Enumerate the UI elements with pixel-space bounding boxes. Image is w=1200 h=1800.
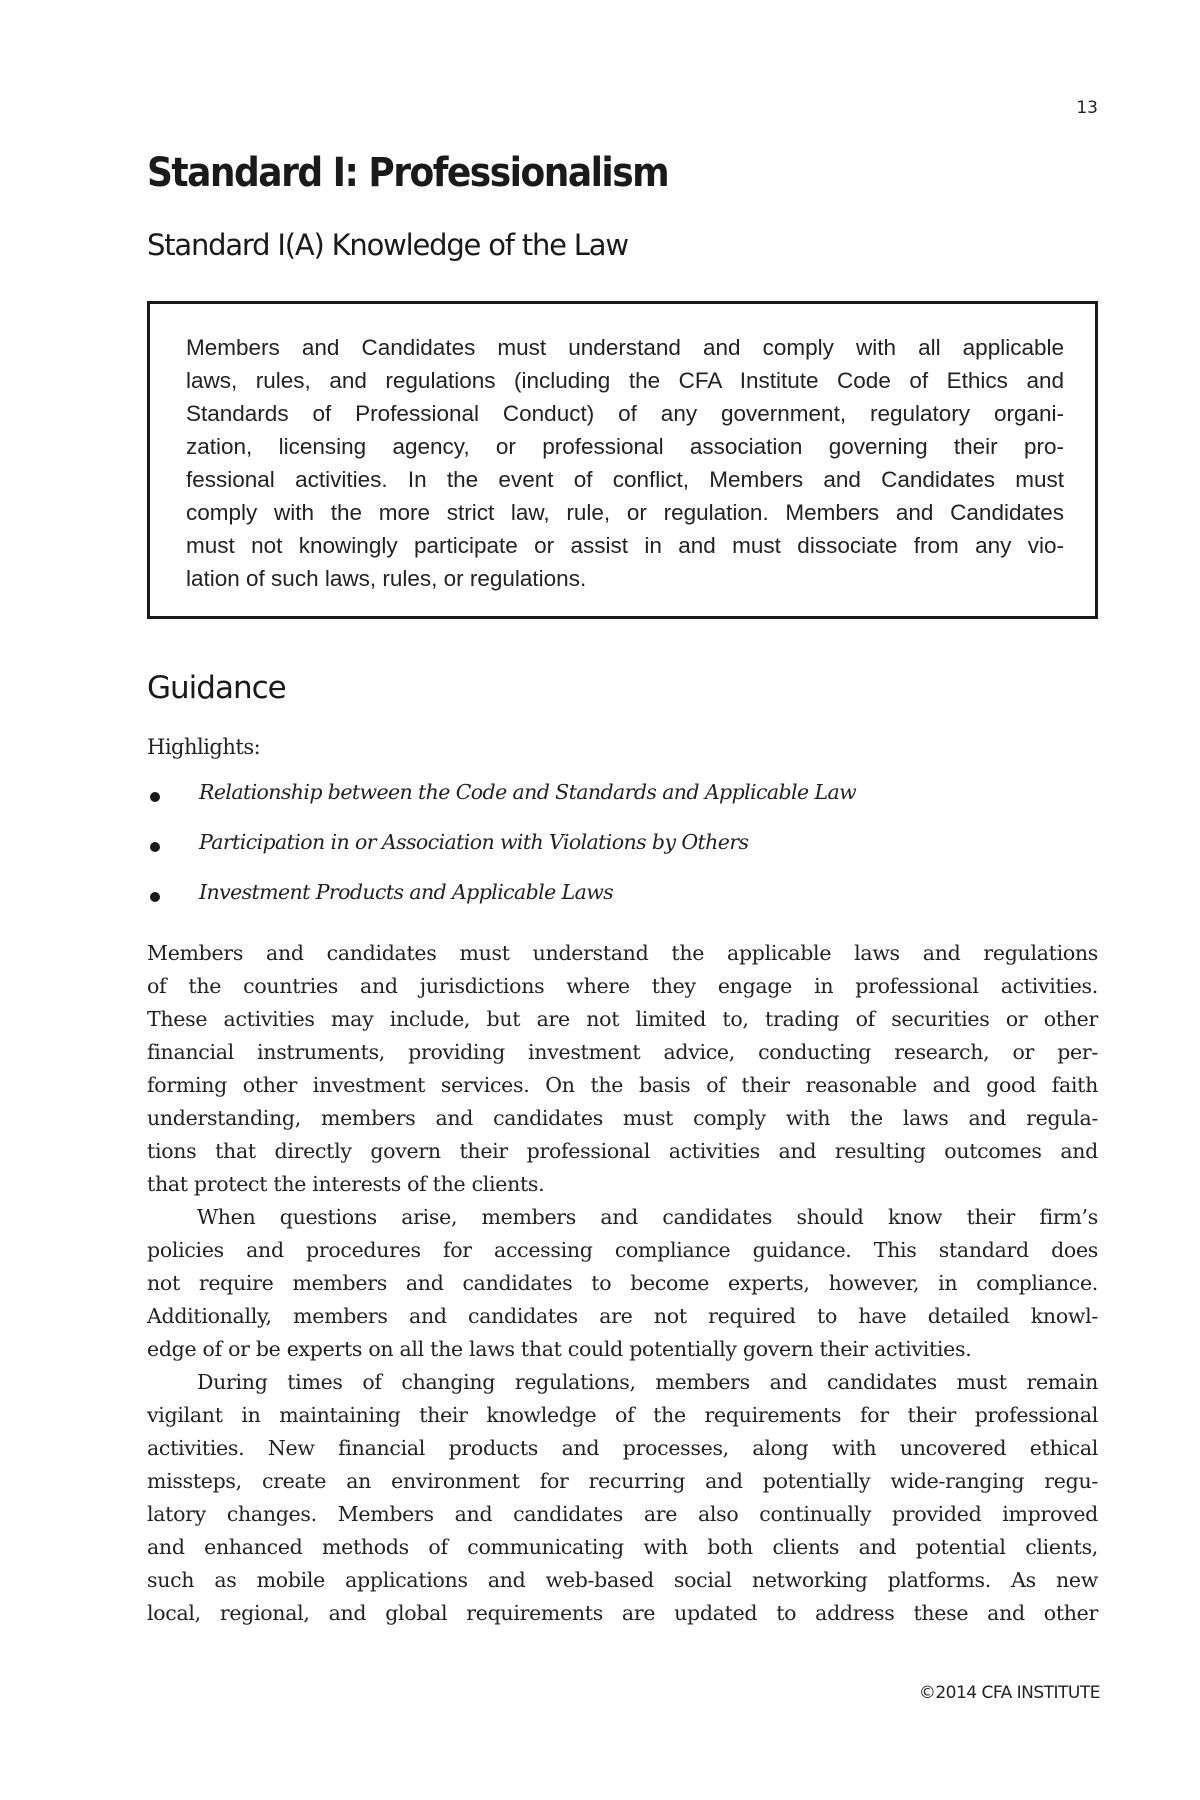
guidance-heading: Guidance xyxy=(147,670,286,706)
highlight-text: Investment Products and Applicable Laws xyxy=(199,880,614,904)
bullet-icon xyxy=(150,842,160,852)
standard-text xyxy=(186,331,1064,595)
standard-line: fessional activities. In the event of conflict, Members and Candidates must xyxy=(186,467,1064,492)
body-line: missteps, create an environment for recurring and potentially wide-ranging regu- xyxy=(147,1469,1098,1493)
paragraph-3 xyxy=(147,1366,1098,1630)
body-line: When questions arise, members and candidates should know their firm’s xyxy=(197,1205,1098,1229)
body-line: vigilant in maintaining their knowledge of the requirements for their professional xyxy=(147,1403,1098,1427)
body-line: not require members and candidates to become experts, however, in compliance. xyxy=(147,1271,1098,1295)
standard-line: Standards of Professional Conduct) of any government, regulatory organi- xyxy=(186,401,1064,426)
bullet-icon xyxy=(150,792,160,802)
body-line: During times of changing regulations, members and candidates must remain xyxy=(197,1370,1098,1394)
standard-line: Members and Candidates must understand and comply with all applicable xyxy=(186,335,1064,360)
standard-text-box xyxy=(147,301,1098,619)
body-line: activities. New financial products and processes, along with uncovered ethical xyxy=(147,1436,1098,1460)
standard-line: comply with the more strict law, rule, or regulation. Members and Candidates xyxy=(186,500,1064,525)
body-line: such as mobile applications and web-based social networking platforms. As new xyxy=(147,1568,1098,1592)
body-line: tions that directly govern their professional activities and resulting outcomes and xyxy=(147,1139,1098,1163)
body-line: local, regional, and global requirements are updated to address these and other xyxy=(147,1601,1098,1625)
body-line: These activities may include, but are not limited to, trading of securities or other xyxy=(147,1007,1098,1031)
highlights-label: Highlights: xyxy=(147,735,261,759)
copyright-footer: ©2014 CFA INSTITUTE xyxy=(918,1683,1100,1703)
paragraph-1 xyxy=(147,937,1098,1201)
body-line: forming other investment services. On the basis of their reasonable and good faith xyxy=(147,1073,1098,1097)
highlight-text: Relationship between the Code and Standards and Applicable Law xyxy=(199,780,857,804)
body-line: understanding, members and candidates must comply with the laws and regula- xyxy=(147,1106,1098,1130)
body-line: of the countries and jurisdictions where they engage in professional activities. xyxy=(147,974,1098,998)
body-line: and enhanced methods of communicating with both clients and potential clients, xyxy=(147,1535,1098,1559)
body-line: that protect the interests of the clients. xyxy=(147,1172,545,1196)
body-line: latory changes. Members and candidates are also continually provided improved xyxy=(147,1502,1098,1526)
paragraph-2 xyxy=(147,1201,1098,1366)
standard-line: zation, licensing agency, or professional association governing their pro- xyxy=(186,434,1064,459)
bullet-icon xyxy=(150,892,160,902)
standard-line: laws, rules, and regulations (including the CFA Institute Code of Ethics and xyxy=(186,368,1064,393)
highlight-text: Participation in or Association with Violations by Others xyxy=(199,830,749,854)
section-subtitle: Standard I(A) Knowledge of the Law xyxy=(147,228,628,262)
page-number: 13 xyxy=(1076,98,1098,118)
body-line: Additionally, members and candidates are not required to have detailed knowl- xyxy=(147,1304,1098,1328)
body-line: financial instruments, providing investment advice, conducting research, or per- xyxy=(147,1040,1098,1064)
body-line: edge of or be experts on all the laws that could potentially govern their activities. xyxy=(147,1337,972,1361)
guidance-body xyxy=(147,937,1098,1630)
page-title: Standard I: Professionalism xyxy=(147,150,669,196)
body-line: policies and procedures for accessing compliance guidance. This standard does xyxy=(147,1238,1098,1262)
standard-line: lation of such laws, rules, or regulations. xyxy=(186,566,587,591)
body-line: Members and candidates must understand the applicable laws and regulations xyxy=(147,941,1098,965)
standard-line: must not knowingly participate or assist in and must dissociate from any vio- xyxy=(186,533,1064,558)
